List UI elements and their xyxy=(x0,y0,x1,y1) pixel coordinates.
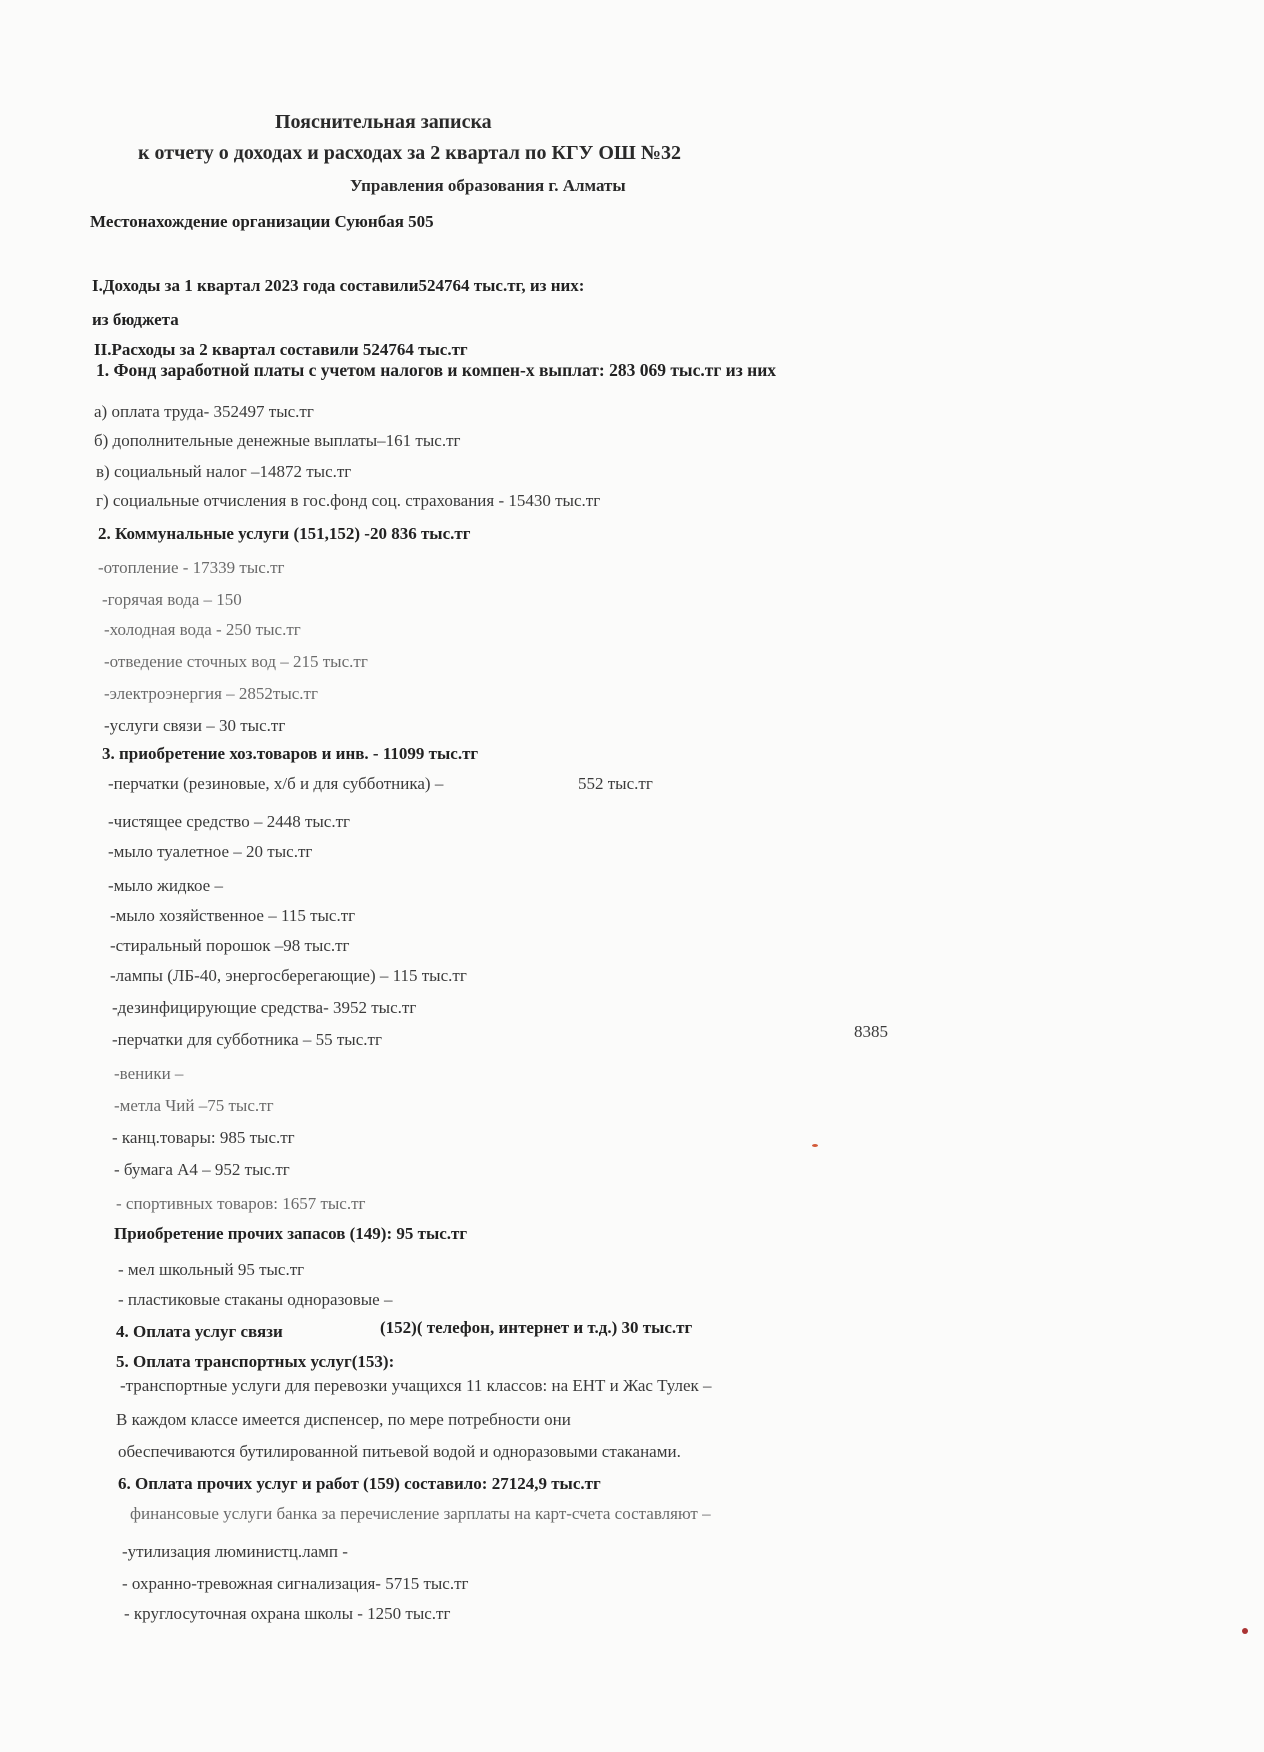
supply-item: - спортивных товаров: 1657 тыс.тг xyxy=(116,1194,366,1213)
section-5-heading: 5. Оплата транспортных услуг(153): xyxy=(116,1352,395,1371)
expenses-line: II.Расходы за 2 квартал составили 524764 тыс.тг xyxy=(94,340,468,359)
supply-item: -стиральный порошок –98 тыс.тг xyxy=(110,936,350,955)
supply-item: -веники – xyxy=(114,1064,184,1083)
section-1-item-g: г) социальные отчисления в гос.фонд соц. страхования - 15430 тыс.тг xyxy=(96,491,601,510)
supply-item: -дезинфицирующие средства- 3952 тыс.тг xyxy=(112,998,417,1017)
title-line-1: Пояснительная записка xyxy=(275,111,492,133)
other-stock-heading: Приобретение прочих запасов (149): 95 тыс.тг xyxy=(114,1224,468,1243)
title-line-3: Управления образования г. Алматы xyxy=(350,176,626,195)
section-1-item-v: в) социальный налог –14872 тыс.тг xyxy=(96,462,352,481)
income-source: из бюджета xyxy=(92,310,179,329)
section-1-item-a: а) оплата труда- 352497 тыс.тг xyxy=(94,402,314,421)
transport-item: -транспортные услуги для перевозки учащихся 11 классов: на ЕНТ и Жас Тулек – xyxy=(120,1376,712,1395)
supply-item: -чистящее средство – 2448 тыс.тг xyxy=(108,812,351,831)
utility-item: -отопление - 17339 тыс.тг xyxy=(98,558,285,577)
supply-item: - канц.товары: 985 тыс.тг xyxy=(112,1128,295,1147)
services-item: - круглосуточная охрана школы - 1250 тыс.тг xyxy=(124,1604,451,1623)
location: Местонахождение организации Суюнбая 505 xyxy=(90,212,434,231)
income-line: I.Доходы за 1 квартал 2023 года составили524764 тыс.тг, из них: xyxy=(92,276,585,295)
section-1-item-b: б) дополнительные денежные выплаты–161 тыс.тг xyxy=(94,431,461,450)
utility-item: -услуги связи – 30 тыс.тг xyxy=(104,716,286,735)
services-item: финансовые услуги банка за перечисление зарплаты на карт-счета составляют – xyxy=(130,1504,711,1523)
services-item: - охранно-тревожная сигнализация- 5715 тыс.тг xyxy=(122,1574,469,1593)
utility-item: -электроэнергия – 2852тыс.тг xyxy=(104,684,318,703)
transport-item: В каждом классе имеется диспенсер, по мере потребности они xyxy=(116,1410,571,1429)
section-4-rest: (152)( телефон, интернет и т.д.) 30 тыс.тг xyxy=(380,1318,693,1337)
supply-item: -лампы (ЛБ-40, энергосберегающие) – 115 тыс.тг xyxy=(110,966,467,985)
services-item: -утилизация люминистц.ламп - xyxy=(122,1542,348,1561)
supply-item: -мыло туалетное – 20 тыс.тг xyxy=(108,842,313,861)
side-number: 8385 xyxy=(854,1022,888,1041)
supply-item: -мыло хозяйственное – 115 тыс.тг xyxy=(110,906,356,925)
scan-mark xyxy=(812,1144,818,1147)
utility-item: -горячая вода – 150 xyxy=(102,590,242,609)
section-2-heading: 2. Коммунальные услуги (151,152) -20 836 тыс.тг xyxy=(98,524,471,543)
section-4-label: 4. Оплата услуг связи xyxy=(116,1322,283,1341)
other-stock-item: - пластиковые стаканы одноразовые – xyxy=(118,1290,393,1309)
supply-item: -перчатки для субботника – 55 тыс.тг xyxy=(112,1030,382,1049)
supply-item: -мыло жидкое – xyxy=(108,876,223,895)
supply-item: -метла Чий –75 тыс.тг xyxy=(114,1096,274,1115)
utility-item: -отведение сточных вод – 215 тыс.тг xyxy=(104,652,368,671)
other-stock-item: - мел школьный 95 тыс.тг xyxy=(118,1260,305,1279)
section-6-heading: 6. Оплата прочих услуг и работ (159) составило: 27124,9 тыс.тг xyxy=(118,1474,601,1493)
transport-item: обеспечиваются бутилированной питьевой водой и одноразовыми стаканами. xyxy=(118,1442,681,1461)
supply-item: - бумага А4 – 952 тыс.тг xyxy=(114,1160,290,1179)
gloves-label: -перчатки (резиновые, х/б и для субботника) – xyxy=(108,774,444,793)
utility-item: -холодная вода - 250 тыс.тг xyxy=(104,620,301,639)
scan-mark xyxy=(1242,1628,1248,1634)
section-1-heading: 1. Фонд заработной платы с учетом налогов и компен-х выплат: 283 069 тыс.тг из них xyxy=(96,360,777,380)
title-line-2: к отчету о доходах и расходах за 2 квартал по КГУ ОШ №32 xyxy=(138,142,681,164)
section-3-heading: 3. приобретение хоз.товаров и инв. - 11099 тыс.тг xyxy=(102,744,479,763)
gloves-value: 552 тыс.тг xyxy=(578,774,653,793)
